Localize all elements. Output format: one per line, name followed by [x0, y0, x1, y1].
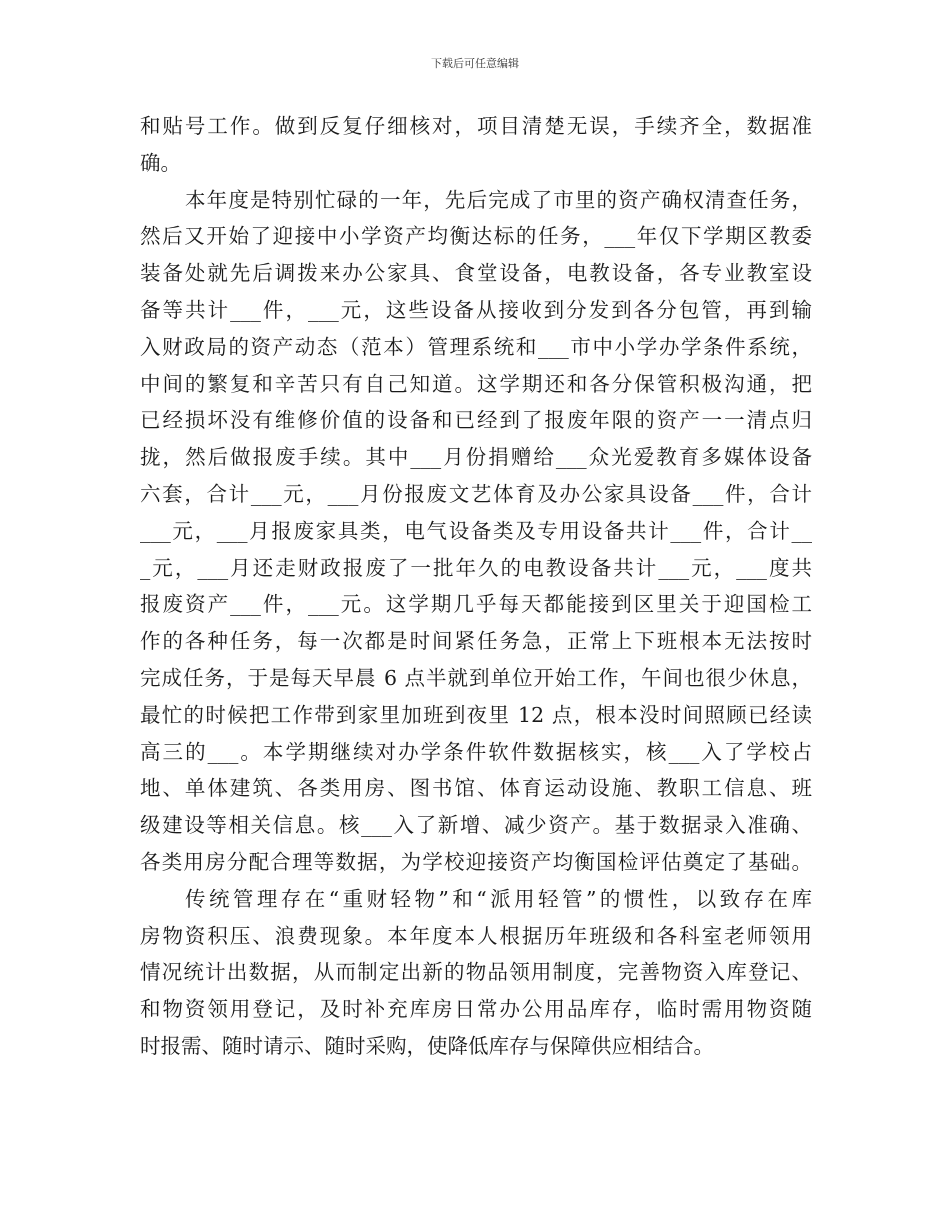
text-line: 和物资领用登记，及时补充库房日常办公用品库存，临时需用物资随 [140, 997, 812, 1022]
text-line: 装备处就先后调拨来办公家具、食堂设备，电教设备，各专业教室设 [140, 261, 812, 286]
text-line: 传统管理存在“重财轻物”和“派用轻管”的惯性，以致存在库 [185, 886, 812, 911]
text-line: 地、单体建筑、各类用房、图书馆、体育运动设施、教职工信息、班 [140, 776, 812, 801]
text-line: 六套，合计___元，___月份报废文艺体育及办公家具设备___件，合计 [140, 481, 812, 506]
text-line: 完成任务，于是每天早晨 6 点半就到单位开始工作，午间也很少休息， [140, 665, 812, 690]
text-line: 报废资产___件，___元。这学期几乎每天都能接到区里关于迎国检工 [140, 592, 812, 617]
text-line: 高三的___。本学期继续对办学条件软件数据核实，核___入了学校占 [140, 739, 812, 764]
text-line: 入财政局的资产动态（范本）管理系统和___市中小学办学条件系统， [140, 334, 812, 359]
text-line: 然后又开始了迎接中小学资产均衡达标的任务，___年仅下学期区教委 [140, 224, 812, 249]
text-line: 各类用房分配合理等数据，为学校迎接资产均衡国检评估奠定了基础。 [140, 849, 812, 874]
text-line: 确。 [140, 150, 181, 175]
text-line: _元，___月还走财政报废了一批年久的电教设备共计___元，___度共 [140, 555, 812, 580]
text-line: 拢，然后做报废手续。其中___月份捐赠给___众光爱教育多媒体设备 [140, 445, 812, 470]
text-line: 中间的繁复和辛苦只有自己知道。这学期还和各分保管积极沟通，把 [140, 371, 812, 396]
text-line: 房物资积压、浪费现象。本年度本人根据历年班级和各科室老师领用 [140, 923, 812, 948]
text-line: 本年度是特别忙碌的一年，先后完成了市里的资产确权清查任务， [185, 187, 812, 212]
text-line: 和贴号工作。做到反复仔细核对，项目清楚无误，手续齐全，数据准 [140, 114, 812, 138]
page-header-note: 下载后可任意编辑 [431, 57, 519, 70]
text-line: 级建设等相关信息。核___入了新增、减少资产。基于数据录入准确、 [140, 813, 812, 838]
text-line: 时报需、随时请示、随时采购，使降低库存与保障供应相结合。 [140, 1033, 714, 1058]
text-line: 作的各种任务，每一次都是时间紧任务急，正常上下班根本无法按时 [140, 629, 812, 654]
text-line: 备等共计___件，___元，这些设备从接收到分发到各分包管，再到输 [140, 297, 812, 322]
text-line: ___元，___月报废家具类，电气设备类及专用设备共计___件，合计__ [140, 518, 812, 543]
text-line: 最忙的时候把工作带到家里加班到夜里 12 点，根本没时间照顾已经读 [140, 702, 812, 727]
text-line: 情况统计出数据，从而制定出新的物品领用制度，完善物资入库登记、 [140, 960, 812, 985]
document-body [140, 108, 812, 1065]
text-line: 已经损坏没有维修价值的设备和已经到了报废年限的资产一一清点归 [140, 408, 812, 433]
